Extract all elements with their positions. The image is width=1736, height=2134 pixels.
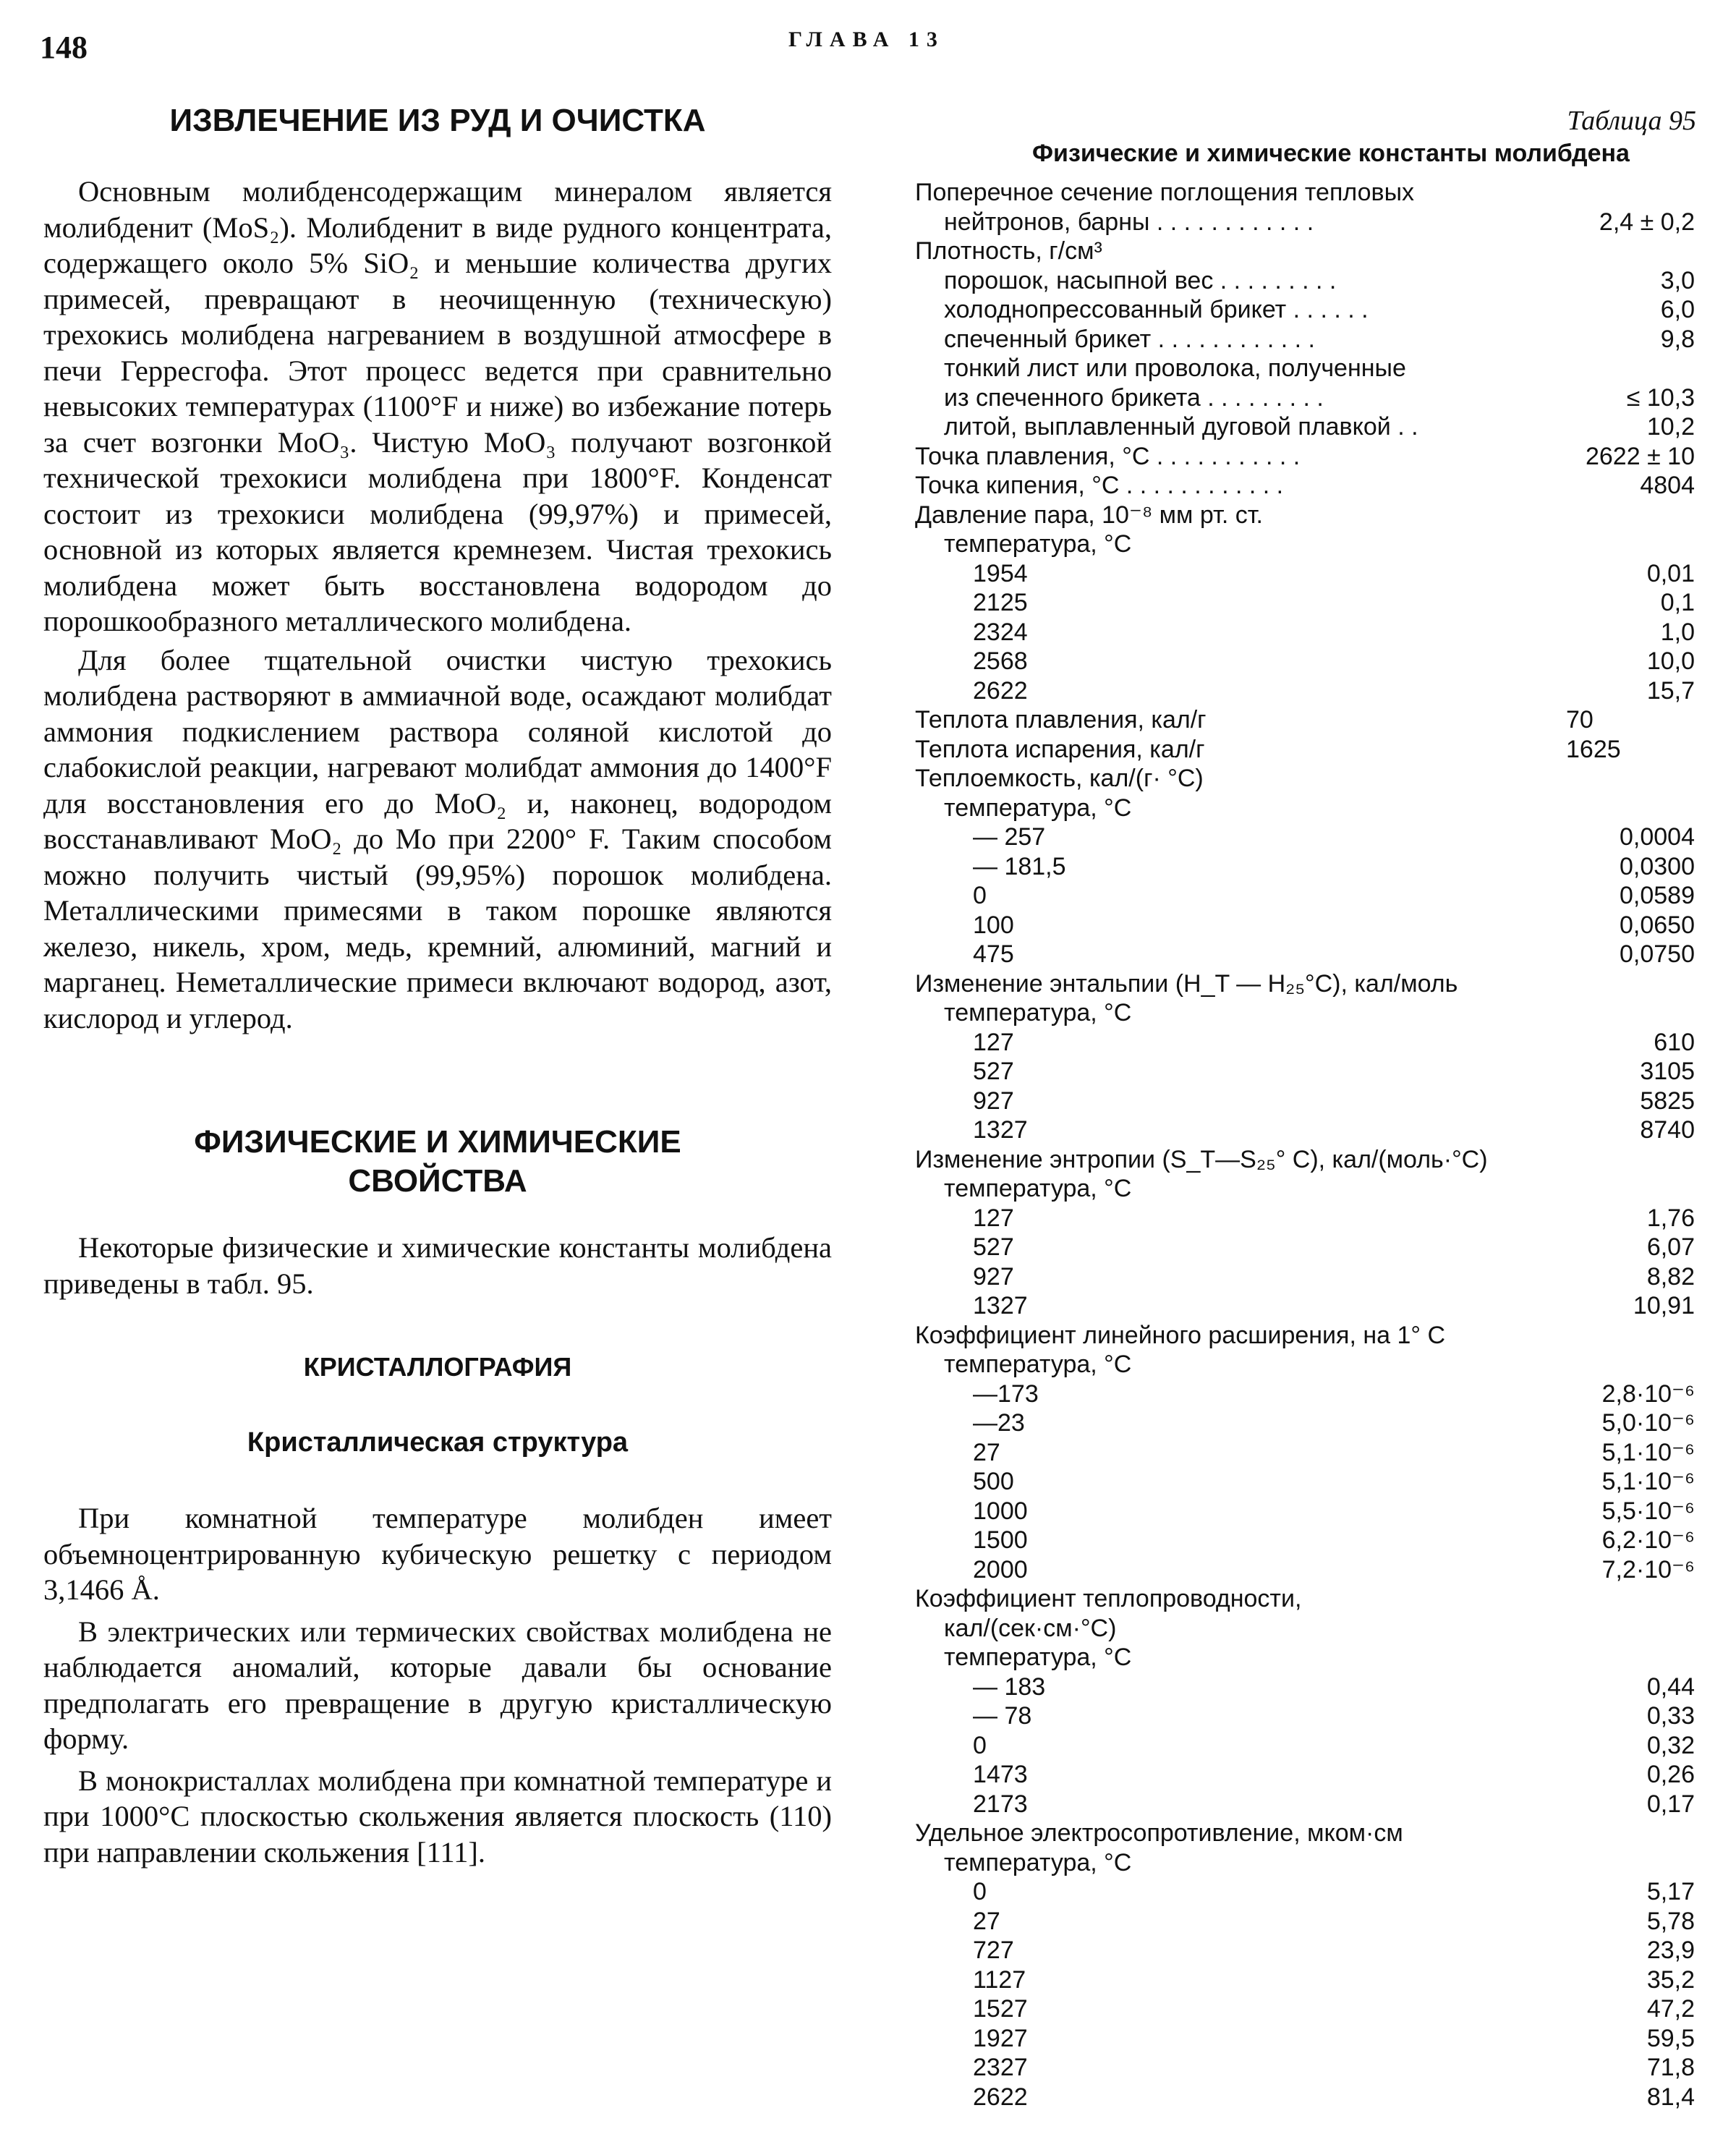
table-row <box>915 501 1703 530</box>
table-row-label: 27 <box>973 1907 1000 1935</box>
table-row <box>915 1701 1703 1731</box>
table-row <box>915 1877 1703 1907</box>
table-row <box>915 325 1703 354</box>
table-row-label: порошок, насыпной вес . . . . . . . . . <box>944 266 1337 294</box>
table-row <box>915 794 1703 823</box>
table-row-label: 727 <box>973 1937 1014 1964</box>
table-row-label: — 78 <box>973 1702 1032 1730</box>
table-row-label: 0 <box>973 1731 987 1759</box>
table-row-label: Удельное электросопротивление, мком·см <box>915 1819 1403 1847</box>
table-row <box>915 1907 1703 1937</box>
table-row <box>915 822 1703 852</box>
table-row-value: 5,1·10⁻⁶ <box>1601 1438 1695 1466</box>
table-row <box>915 940 1703 969</box>
table-row-label: 475 <box>973 940 1014 968</box>
table-row-label: 927 <box>973 1087 1014 1115</box>
table-row <box>915 471 1703 501</box>
table-row <box>915 1350 1703 1380</box>
table-row-label: 127 <box>973 1204 1014 1232</box>
table-row <box>915 1526 1703 1555</box>
table-row-label: 100 <box>973 911 1014 939</box>
paragraph: Для более тщательной очистки чистую трехокись молибдена растворяют в аммиачной воде, осаждают молибдат аммония подкислением раствора соляной кислотой до слабокислой реакции, нагревают молибдат аммония до 1400°F для восстановления его до MoO₂ и, наконец, водородом восстанавливают MoO₂ до Mo при 2200° F. Таким способом можно получить чистый (99,95%) порошок молибдена. Металлическими примесями в таком порошке являются железо, никель, хром, медь, кремний, алюминий, магний и марганец. Неметаллические примеси включают водород, азот, кислород и углерод. <box>43 643 832 1034</box>
table-row-label: температура, °С <box>944 1175 1132 1202</box>
table-row-label: 927 <box>973 1262 1014 1291</box>
table-row-label: спеченный брикет . . . . . . . . . . . . <box>944 325 1315 353</box>
table-row <box>915 1291 1703 1321</box>
table-row-value: 2,8·10⁻⁶ <box>1601 1380 1695 1408</box>
table-row-label: Теплота испарения, кал/г <box>915 735 1205 763</box>
table-body <box>915 178 1703 2112</box>
table-row-value: 35,2 <box>1646 1965 1695 1994</box>
table-row-value: 10,0 <box>1646 647 1695 675</box>
table-row-label: Давление пара, 10⁻⁸ мм рт. ст. <box>915 501 1263 529</box>
table-row-value: 8740 <box>1640 1116 1695 1144</box>
table-row <box>915 1848 1703 1878</box>
table-row-label: 2622 <box>973 2083 1028 2111</box>
chapter-header: ГЛАВА 13 <box>788 27 945 51</box>
table-row-value: 0,0650 <box>1620 911 1695 939</box>
table-row <box>915 1233 1703 1262</box>
table-row-value: 7,2·10⁻⁶ <box>1601 1555 1695 1584</box>
table-row-label: 500 <box>973 1468 1014 1495</box>
section-title-properties-line2: СВОЙСТВА <box>348 1163 527 1199</box>
table-row-label: температура, °С <box>944 530 1132 558</box>
table-row-value: 9,8 <box>1660 325 1695 353</box>
table-row-label: Коэффициент линейного расширения, на 1° С <box>915 1321 1445 1349</box>
section-title-crystallography: КРИСТАЛЛОГРАФИЯ <box>303 1352 572 1382</box>
table-row <box>915 618 1703 647</box>
table-row <box>915 1057 1703 1087</box>
table-row <box>915 735 1703 765</box>
table-row <box>915 1408 1703 1438</box>
paragraph: Некоторые физические и химические константы молибдена приведены в табл. 95. <box>43 1231 832 1300</box>
section-title-properties-line1: ФИЗИЧЕСКИЕ И ХИМИЧЕСКИЕ <box>194 1124 681 1160</box>
table-row-label: 1527 <box>973 1995 1028 2023</box>
table-row <box>915 1145 1703 1175</box>
paragraph: При комнатной температуре молибден имеет объемноцентрированную кубическую решетку с периодом 3,1466 Å. <box>43 1502 832 1606</box>
table-row-value: 47,2 <box>1646 1995 1695 2023</box>
table-row-label: 27 <box>973 1438 1000 1466</box>
table-row <box>915 1321 1703 1351</box>
paragraph: В электрических или термических свойствах молибдена не наблюдается аномалий, которые давали бы основание предполагать его превращение в другую кристаллическую форму. <box>43 1615 832 1755</box>
table-row-value: 1625 <box>1566 735 1621 763</box>
table-row-value: 10,91 <box>1633 1292 1695 1319</box>
table-row-value: 6,07 <box>1646 1233 1695 1261</box>
table-row-label: Коэффициент теплопроводности, <box>915 1585 1302 1612</box>
table-row <box>915 1467 1703 1497</box>
table-row-value: 3,0 <box>1660 266 1695 294</box>
table-row-label: 2000 <box>973 1555 1028 1584</box>
section-title-extraction: ИЗВЛЕЧЕНИЕ ИЗ РУД И ОЧИСТКА <box>169 103 706 138</box>
table-row <box>915 208 1703 237</box>
table-row-value: 6,0 <box>1660 296 1695 323</box>
table-row-value: 23,9 <box>1646 1937 1695 1964</box>
table-row-value: 5,17 <box>1646 1878 1695 1905</box>
table-row-label: —23 <box>973 1409 1025 1437</box>
table-row <box>915 1262 1703 1292</box>
table-row-value: 70 <box>1566 706 1594 734</box>
table-row-value: 0,33 <box>1646 1702 1695 1730</box>
table-row-label: — 181,5 <box>973 852 1066 880</box>
table-row <box>915 1555 1703 1585</box>
table-row <box>915 1672 1703 1702</box>
table-row-label: холоднопрессованный брикет . . . . . . <box>944 296 1369 323</box>
table-row-label: 0 <box>973 882 987 909</box>
table-row-label: Точка кипения, °С . . . . . . . . . . . . <box>915 472 1284 499</box>
table-row <box>915 266 1703 296</box>
table-row-label: — 257 <box>973 823 1046 851</box>
table-row-label: 1000 <box>973 1497 1028 1525</box>
table-row <box>915 2024 1703 2054</box>
table-row <box>915 1965 1703 1995</box>
page-number: 148 <box>40 30 88 65</box>
table-row <box>915 1731 1703 1761</box>
table-row <box>915 1819 1703 1848</box>
table-row-label: температура, °С <box>944 1644 1132 1671</box>
table-title: Физические и химические константы молибдена <box>1032 140 1630 167</box>
table-row-label: 127 <box>973 1028 1014 1056</box>
table-row-value: 81,4 <box>1646 2083 1695 2111</box>
table-row <box>915 1936 1703 1965</box>
table-row <box>915 998 1703 1028</box>
table-row-value: 0,26 <box>1646 1761 1695 1788</box>
table-row-value: 2622 ± 10 <box>1585 442 1695 470</box>
table-row-value: 0,0004 <box>1620 823 1695 851</box>
table-row-value: 5,0·10⁻⁶ <box>1601 1409 1695 1437</box>
table-row <box>915 969 1703 999</box>
table-row-value: 0,0300 <box>1620 852 1695 880</box>
table-row-label: 2324 <box>973 618 1028 646</box>
table-row <box>915 1584 1703 1614</box>
table-row-label: тонкий лист или проволока, полученные <box>944 354 1406 382</box>
table-row-value: 5,5·10⁻⁶ <box>1601 1497 1695 1525</box>
table-row-label: температура, °С <box>944 794 1132 822</box>
table-row <box>915 1643 1703 1672</box>
table-95 <box>915 105 1703 2112</box>
table-row <box>915 354 1703 383</box>
table-row <box>915 1760 1703 1790</box>
table-row <box>915 1790 1703 1819</box>
table-row <box>915 1087 1703 1116</box>
table-row-label: температура, °С <box>944 1351 1132 1378</box>
table-row <box>915 1994 1703 2024</box>
table-row <box>915 1174 1703 1204</box>
table-row-label: Плотность, г/см³ <box>915 237 1102 265</box>
table-row-value: 0,44 <box>1646 1672 1695 1701</box>
table-row-label: 527 <box>973 1058 1014 1085</box>
table-row-label: нейтронов, барны . . . . . . . . . . . . <box>944 208 1314 236</box>
table-row-value: 0,0750 <box>1620 940 1695 968</box>
table-row-value: 15,7 <box>1646 676 1695 705</box>
table-row-value: 610 <box>1654 1028 1695 1056</box>
table-row-value: 5825 <box>1640 1087 1695 1115</box>
table-row-value: 5,78 <box>1646 1907 1695 1935</box>
table-row-label: Теплоемкость, кал/(г· °С) <box>915 765 1204 792</box>
table-row-label: Точка плавления, °С . . . . . . . . . . . <box>915 442 1301 470</box>
table-row-value: 5,1·10⁻⁶ <box>1601 1468 1695 1495</box>
table-row-label: температура, °С <box>944 1848 1132 1876</box>
table-row-label: литой, выплавленный дуговой плавкой . . <box>944 413 1418 441</box>
table-row <box>915 295 1703 325</box>
table-row <box>915 1204 1703 1233</box>
left-column <box>43 94 832 1870</box>
table-row <box>915 1497 1703 1526</box>
table-row-label: 1327 <box>973 1116 1028 1144</box>
table-row-value: 10,2 <box>1646 413 1695 441</box>
table-row <box>915 237 1703 266</box>
table-row-label: 2622 <box>973 676 1028 705</box>
table-row <box>915 764 1703 794</box>
table-row <box>915 911 1703 940</box>
table-row-label: — 183 <box>973 1672 1046 1701</box>
table-row-label: 1927 <box>973 2024 1028 2052</box>
table-row-label: 1954 <box>973 559 1028 587</box>
table-row-label: 527 <box>973 1233 1014 1261</box>
table-row-label: 2173 <box>973 1790 1028 1818</box>
table-row-value: 1,76 <box>1646 1204 1695 1232</box>
table-row-value: 1,0 <box>1660 618 1695 646</box>
table-row <box>915 412 1703 442</box>
table-row-label: кал/(сек·см·°С) <box>944 1614 1117 1642</box>
subsection-title-crystal-structure: Кристаллическая структура <box>247 1427 629 1458</box>
table-row-label: 2568 <box>973 647 1028 675</box>
table-row-value: 3105 <box>1640 1058 1695 1085</box>
table-row-value: ≤ 10,3 <box>1626 383 1695 412</box>
table-row-label: Теплота плавления, кал/г <box>915 706 1207 734</box>
table-row-label: из спеченного брикета . . . . . . . . . <box>944 383 1324 412</box>
table-row <box>915 383 1703 413</box>
table-row-value: 4804 <box>1640 472 1695 499</box>
table-row-value: 0,17 <box>1646 1790 1695 1818</box>
table-row <box>915 705 1703 735</box>
table-row-value: 8,82 <box>1646 1262 1695 1291</box>
table-row-label: 0 <box>973 1878 987 1905</box>
table-row-value: 71,8 <box>1646 2054 1695 2081</box>
paragraph: В монокристаллах молибдена при комнатной температуре и при 1000°С плоскостью скольжения является плоскость (110) при направлении скольжения [111]. <box>43 1764 832 1869</box>
table-row-label: 1500 <box>973 1526 1028 1554</box>
table-row-label: 1127 <box>973 1965 1026 1994</box>
table-row <box>915 647 1703 676</box>
paragraph: Основным молибденсодержащим минералом является молибденит (MoS₂). Молибденит в виде рудного концентрата, содержащего около 5% SiO₂ и меньшие количества других примесей, превращают в неочищенную (техническую) трехокись молибдена нагреванием в воздушной атмосфере в печи Герресгофа. Этот процесс ведется при сравнительно невысоких температурах (1100°F и ниже) во избежание потерь за счет возгонки MoO₃. Чистую MoO₃ получают возгонкой технической трехокиси молибдена при 1800°F. Конденсат состоит из трехокиси молибдена (99,97%) и примесей, основной из которых является кремнезем. Чистая трехокись молибдена может быть восстановлена водородом до порошкообразного металлического молибдена. <box>43 175 832 637</box>
table-row <box>915 559 1703 589</box>
table-row-value: 0,0589 <box>1620 882 1695 909</box>
table-row <box>915 1028 1703 1058</box>
table-row <box>915 881 1703 911</box>
table-row <box>915 1115 1703 1145</box>
table-row-label: Изменение энтропии (S_T—S₂₅° С), кал/(моль·°С) <box>915 1145 1488 1173</box>
table-row-label: Изменение энтальпии (H_T — H₂₅°С), кал/моль <box>915 969 1458 998</box>
table-row-label: 1327 <box>973 1292 1028 1319</box>
table-row-label: температура, °С <box>944 999 1132 1026</box>
table-row <box>915 1380 1703 1409</box>
table-row-value: 0,32 <box>1646 1731 1695 1759</box>
table-row <box>915 2053 1703 2083</box>
table-row <box>915 1438 1703 1468</box>
table-row-value: 2,4 ± 0,2 <box>1599 208 1695 236</box>
table-row-label: 2125 <box>973 589 1028 616</box>
table-row-label: 2327 <box>973 2054 1028 2081</box>
table-row-value: 6,2·10⁻⁶ <box>1601 1526 1695 1554</box>
table-row <box>915 2083 1703 2112</box>
table-row <box>915 530 1703 559</box>
table-row <box>915 852 1703 882</box>
table-row-value: 0,01 <box>1646 559 1695 587</box>
table-row <box>915 442 1703 472</box>
table-row-label: 1473 <box>973 1761 1028 1788</box>
table-row <box>915 178 1703 208</box>
table-row <box>915 588 1703 618</box>
table-row-label: —173 <box>973 1380 1039 1408</box>
table-row <box>915 1614 1703 1644</box>
table-row-label: Поперечное сечение поглощения тепловых <box>915 179 1415 206</box>
table-row-value: 0,1 <box>1660 589 1695 616</box>
table-row <box>915 676 1703 706</box>
table-label: Таблица 95 <box>1567 106 1696 136</box>
table-row-value: 59,5 <box>1646 2024 1695 2052</box>
